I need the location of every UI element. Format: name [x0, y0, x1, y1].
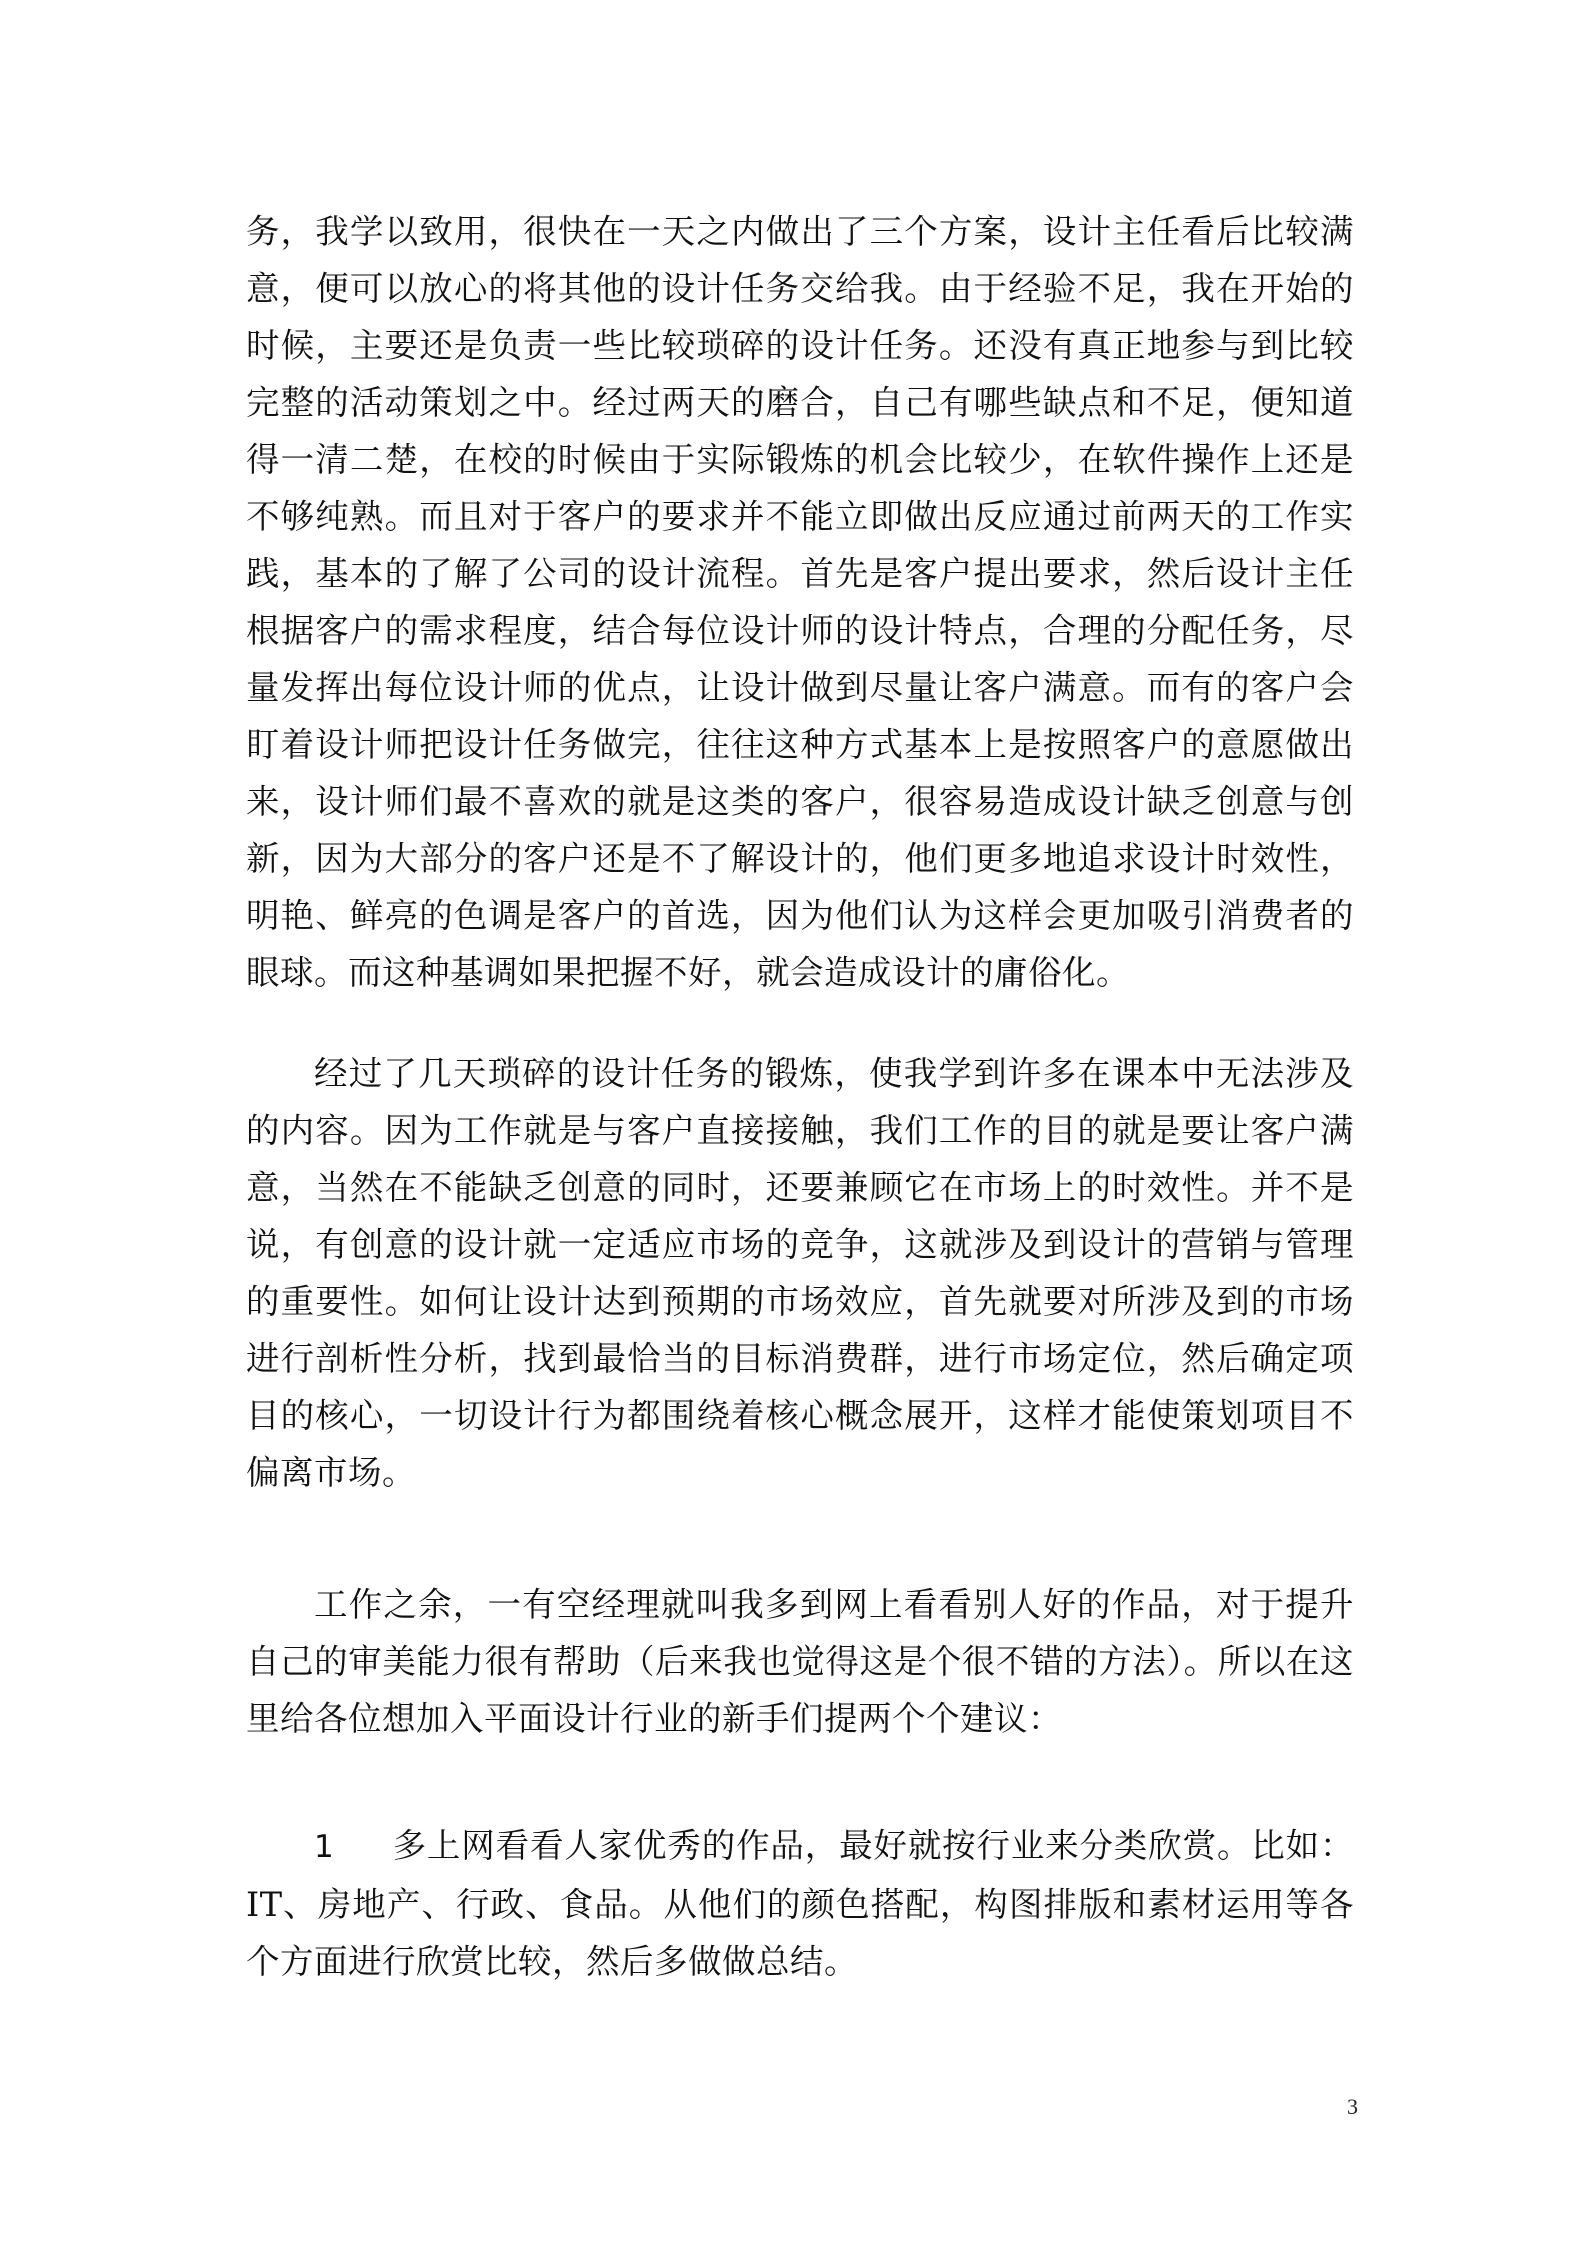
list-number: 1: [314, 1829, 335, 1865]
numbered-paragraph-1: [246, 1817, 1354, 1990]
list-item-text: 多上网看看人家优秀的作品，最好就按行业来分类欣赏。比如：IT、房地产、行政、食品。从他们的颜色搭配，构图排版和素材运用等各个方面进行欣赏比较，然后多做做总结。: [246, 1826, 1354, 1981]
body-paragraph-1: 务，我学以致用，很快在一天之内做出了三个方案，设计主任看后比较满意，便可以放心的将其他的设计任务交给我。由于经验不足，我在开始的时候，主要还是负责一些比较琐碎的设计任务。还没有真正地参与到比较完整的活动策划之中。经过两天的磨合，自己有哪些缺点和不足，便知道得一清二楚，在校的时候由于实际锻炼的机会比较少，在软件操作上还是不够纯熟。而且对于客户的要求并不能立即做出反应通过前两天的工作实践，基本的了解了公司的设计流程。首先是客户提出要求，然后设计主任根据客户的需求程度，结合每位设计师的设计特点，合理的分配任务，尽量发挥出每位设计师的优点，让设计做到尽量让客户满意。而有的客户会盯着设计师把设计任务做完，往往这种方式基本上是按照客户的意愿做出来，设计师们最不喜欢的就是这类的客户，很容易造成设计缺乏创意与创新，因为大部分的客户还是不了解设计的，他们更多地追求设计时效性，明艳、鲜亮的色调是客户的首选，因为他们认为这样会更加吸引消费者的眼球。而这种基调如果把握不好，就会造成设计的庸俗化。: [246, 212, 1354, 992]
body-paragraph-2: 经过了几天琐碎的设计任务的锻炼，使我学到许多在课本中无法涉及的内容。因为工作就是与客户直接接触，我们工作的目的就是要让客户满意，当然在不能缺乏创意的同时，还要兼顾它在市场上的时效性。并不是说，有创意的设计就一定适应市场的竞争，这就涉及到设计的营销与管理的重要性。如何让设计达到预期的市场效应，首先就要对所涉及到的市场进行剖析性分析，找到最恰当的目标消费群，进行市场定位，然后确定项目的核心，一切设计行为都围绕着核心概念展开，这样才能使策划项目不偏离市场。: [246, 1054, 1354, 1492]
page-number: 3: [1347, 2094, 1358, 2119]
body-paragraph-3: 工作之余，一有空经理就叫我多到网上看看别人好的作品，对于提升自己的审美能力很有帮助（后来我也觉得这是个很不错的方法）。所以在这里给各位想加入平面设计行业的新手们提两个个建议：: [246, 1585, 1354, 1738]
